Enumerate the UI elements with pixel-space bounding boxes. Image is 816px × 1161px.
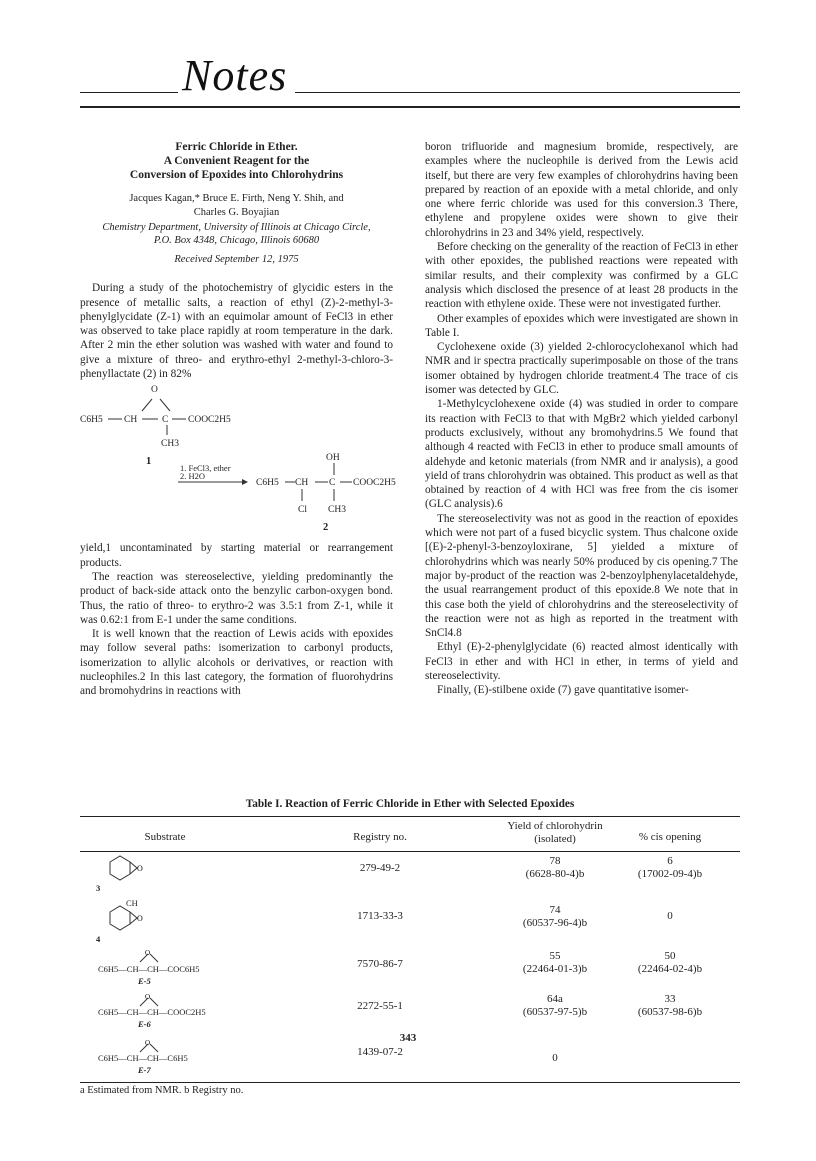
structure-4: [80, 898, 280, 944]
received-date: Received September 12, 1975: [174, 254, 299, 265]
table-1: [80, 798, 740, 1096]
table-caption: Table I. Reaction of Ferric Chloride in Ether with Selected Epoxides: [245, 798, 575, 810]
yield-registry-cell: (22464-01-3)b: [522, 963, 588, 975]
paragraph: yield,1 uncontaminated by starting material or rearrangement products.: [80, 542, 393, 569]
paragraph: The stereoselectivity was not as good in the reaction of epoxides which were not part of a fused bicyclic system. Thus chalcone oxide [(E)-2-phenyl-3-benzoyloxirane, 5] yielded a mixture of chlorohydrins which was nearly 50% produced by cis opening.7 The major by-product of the reaction was 2-benzoylphenylacetaldehyde, the usual rearrangement product of this epoxide.8 We note that in this case both the yield of chlorohydrins and the stereoselectivity of the reaction were not as high as reported in the treatment with SnCl4.8: [425, 512, 738, 640]
title-line: A Convenient Reagent for the: [163, 155, 310, 167]
compound-label: E-6: [138, 1019, 151, 1029]
cyclohexene-oxide-structure: [100, 854, 160, 894]
registry-cell: 7570-86-7: [357, 958, 403, 970]
structure-5: [80, 944, 280, 990]
methyl-group-label: CH: [126, 898, 138, 908]
paragraph: During a study of the photochemistry of glycidic esters in the presence of metallic salts, a reaction of ethyl (Z)-2-methyl-3-phenylglycidate (Z-1) with an equimolar amount of FeCl3 in ether was observed to take place rapidly at room temperature in the dark. After 2 min the ether solution was washed with water and found to give a mixture of threo- and erythro-ethyl 2-methyl-3-chloro-3-phenyllactate (2) in 82%: [80, 282, 393, 381]
left-column: [80, 140, 396, 699]
table-row: [80, 944, 740, 990]
product-ch-label: CH: [295, 478, 309, 489]
right-column: [425, 140, 738, 698]
product-methyl-label: CH3: [328, 505, 346, 516]
compound-label: 3: [96, 883, 101, 893]
cis-registry-cell: (60537-98-6)b: [637, 1006, 703, 1018]
svg-text:O: O: [137, 864, 143, 873]
formula-label: C6H5—CH—CH—COOC2H5: [98, 1007, 206, 1017]
yield-registry-cell: (60537-97-5)b: [522, 1006, 588, 1018]
svg-text:O: O: [145, 949, 151, 957]
ester-label: COOC2H5: [188, 415, 231, 426]
product-phenyl-label: C6H5: [256, 478, 279, 489]
paragraph: Other examples of epoxides which were investigated are shown in Table I.: [425, 312, 738, 339]
paragraph: The reaction was stereoselective, yielding predominantly the product of back-side attack onto the benzylic carbon-oxygen bond. Thus, the ratio of threo- to erythro-2 was 3.5:1 from Z-1, while it was 0.62:1 from E-1 under the same conditions.: [80, 570, 393, 626]
oxygen-label: O: [151, 385, 158, 396]
yield-cell: 0: [552, 1052, 558, 1064]
scheme-bonds: [80, 381, 393, 541]
yield-cell: 74: [549, 904, 561, 916]
header-cis: % cis opening: [638, 831, 702, 843]
compound-label: E-5: [138, 976, 151, 986]
title-line: Conversion of Epoxides into Chlorohydrins: [129, 169, 344, 181]
cis-registry-cell: (22464-02-4)b: [637, 963, 703, 975]
structure-6: [80, 990, 280, 1036]
methyl-label: CH3: [161, 439, 179, 450]
authors-line: Jacques Kagan,* Bruce E. Firth, Neng Y. Shih, and: [129, 193, 344, 204]
registry-cell: 1713-33-3: [357, 910, 403, 922]
phenyl-label: C6H5: [80, 415, 103, 426]
compound-label: 4: [96, 934, 101, 944]
formula-label: C6H5—CH—CH—C6H5: [98, 1053, 188, 1063]
header-substrate: Substrate: [144, 831, 186, 843]
table-header: [80, 817, 740, 851]
ch-label: CH: [124, 415, 138, 426]
yield-registry-cell: (6628-80-4)b: [525, 868, 585, 880]
product-ester-label: COOC2H5: [353, 478, 396, 489]
c-label: C: [162, 415, 169, 426]
affiliation-line: P.O. Box 4348, Chicago, Illinois 60680: [153, 235, 320, 246]
yield-cell: 55: [549, 950, 561, 962]
product-c-label: C: [329, 478, 336, 489]
title-line: Ferric Chloride in Ether.: [175, 141, 298, 153]
svg-text:O: O: [137, 914, 143, 923]
epoxide-ring: [110, 948, 230, 964]
table-row: [80, 990, 740, 1036]
cis-cell: 0: [667, 910, 673, 922]
paragraph: Ethyl (E)-2-phenylglycidate (6) reacted almost identically with FeCl3 in ether and with HCl in ether, in terms of yield and stereoselectivity.: [425, 641, 738, 682]
compound-2-label: 2: [323, 522, 329, 534]
hydroxyl-label: OH: [326, 453, 340, 464]
authors: [80, 192, 393, 219]
header-rule-left: [80, 92, 178, 93]
page-number: 343: [399, 1032, 417, 1044]
header-rule: [80, 106, 740, 108]
paragraph: Finally, (E)-stilbene oxide (7) gave quantitative isomer-: [437, 684, 689, 697]
formula-label: C6H5—CH—CH—COC6H5: [98, 964, 200, 974]
affiliation: [80, 221, 393, 247]
condition-1: 1. FeCl3, ether: [180, 463, 231, 474]
cis-cell: 33: [664, 993, 676, 1005]
paragraph: boron trifluoride and magnesium bromide, respectively, are examples where the nucleophile is derived from the Lewis acid itself, but there are very few examples of chlorohydrins having been prepared by reaction of an epoxide with a metal chloride, and only one where ferric chloride was used for this conversion.3 There, ethylene and propylene oxides were shown to give their chlorohydrins in 23 and 34% yield, respectively.: [425, 141, 738, 239]
cis-cell: 50: [664, 950, 676, 962]
compound-label: E-7: [138, 1065, 151, 1075]
table-footnote: a Estimated from NMR. b Registry no.: [80, 1085, 244, 1096]
reaction-scheme: [80, 381, 396, 541]
authors-line: Charles G. Boyajian: [193, 206, 280, 218]
condition-2: 2. H2O: [180, 471, 206, 482]
chloro-label: Cl: [298, 505, 307, 516]
header-rule-right: [295, 92, 740, 93]
table-row: [80, 898, 740, 944]
header-yield-line2: (isolated): [534, 833, 576, 845]
paragraph: 1-Methylcyclohexene oxide (4) was studied in order to compare its reaction with FeCl3 to that with MgBr2 which yielded carbonyl products exclusively, without any bromohydrins.5 We found that although 4 reacted with FeCl3 in ether to produce small amounts of aldehyde and ketonic materials (from NMR and ir analysis), a good yield of trans chlorohydrin was obtained. This product as well as that obtained by reaction of 4 with HCl was free from the cis isomer (GLC analysis).6: [425, 398, 738, 511]
paragraph: It is well known that the reaction of Lewis acids with epoxides may follow several paths: isomerization to carbonyl products, isomerization to allylic alcohols or derivatives, or reaction with nucleophiles.2 In this last category, the formation of fluorohydrins and bromohydrins in reactions with: [80, 628, 393, 698]
header-yield-line1: Yield of chlorohydrin: [507, 820, 603, 832]
table-bottom-rule: [80, 1082, 740, 1083]
header-registry: Registry no.: [353, 831, 407, 843]
article-title: [80, 140, 393, 182]
paragraph: Cyclohexene oxide (3) yielded 2-chlorocyclohexanol which had NMR and ir spectra practically superimposable on those of the trans isomer obtained by hydrogen chloride treatment.4 The trace of cis isomer was detected by GLC.: [425, 341, 738, 397]
section-title: Notes: [182, 51, 288, 100]
yield-cell: 64a: [547, 993, 563, 1005]
compound-1-label: 1: [146, 456, 152, 468]
registry-cell: 1439-07-2: [357, 1046, 403, 1058]
table-row: [80, 852, 740, 898]
cis-registry-cell: (17002-09-4)b: [637, 868, 703, 880]
svg-text:O: O: [145, 993, 151, 1001]
affiliation-line: Chemistry Department, University of Illinois at Chicago Circle,: [102, 222, 371, 233]
structure-3: [80, 852, 280, 898]
yield-registry-cell: (60537-96-4)b: [522, 917, 588, 929]
methylcyclohexene-oxide-structure: [100, 904, 160, 944]
yield-cell: 78: [549, 855, 561, 867]
paragraph: Before checking on the generality of the reaction of FeCl3 in ether with other epoxides, the published reactions were repeated with similar results, and their complexity was confirmed by a GLC analysis which disclosed the presence of at least 28 products in the reaction with ethylene oxide. These were not investigated further.: [425, 241, 738, 311]
registry-cell: 279-49-2: [359, 862, 401, 874]
registry-cell: 2272-55-1: [357, 1000, 403, 1012]
cis-cell: 6: [667, 855, 673, 867]
svg-text:O: O: [145, 1039, 151, 1047]
epoxide-ring: [110, 992, 230, 1008]
page-header: [80, 50, 740, 110]
